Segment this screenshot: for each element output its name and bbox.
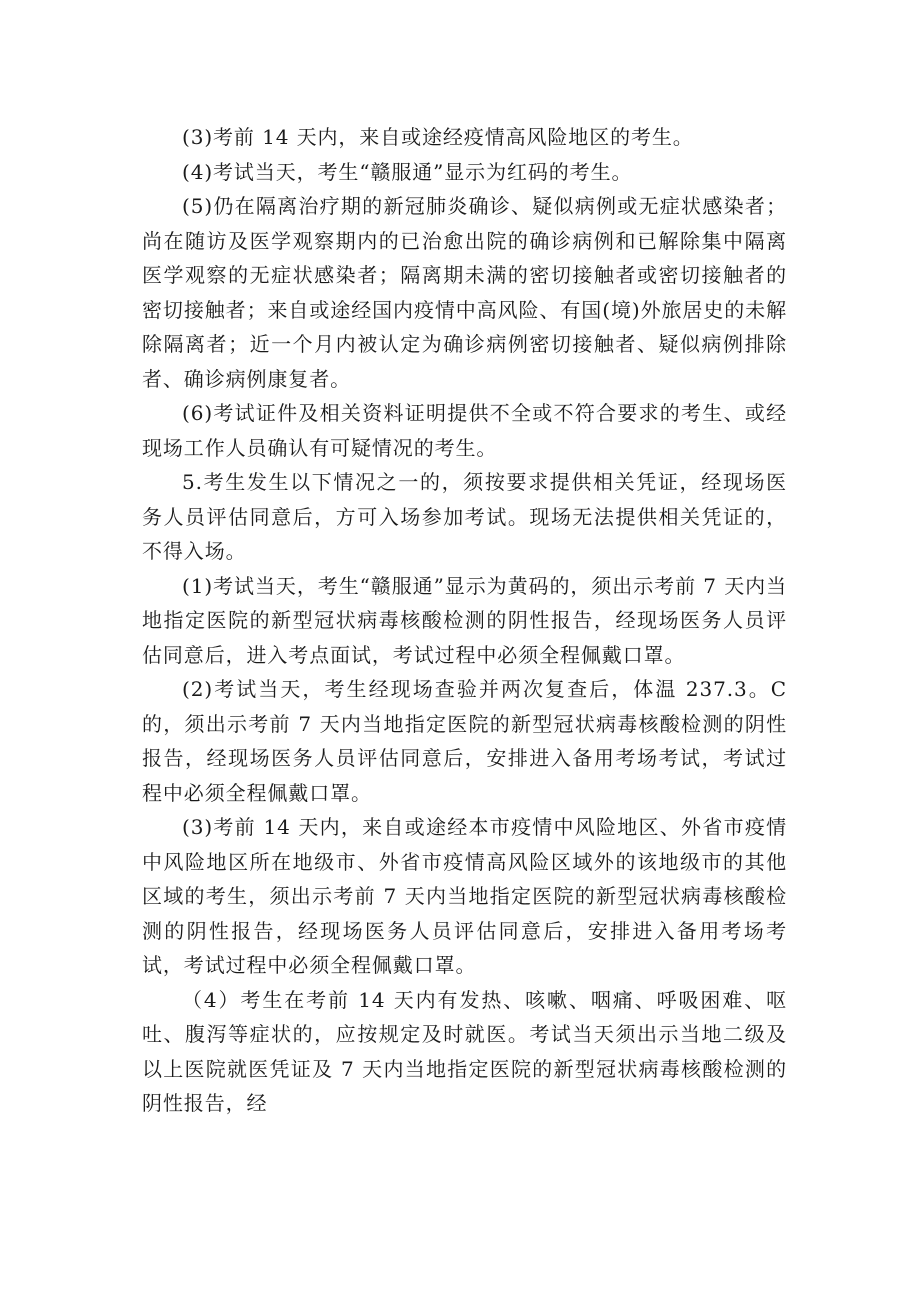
paragraph-item-4-symptoms: （4）考生在考前 14 天内有发热、咳嗽、咽痛、呼吸困难、呕吐、腹泻等症状的，应按规定及时就医。考试当天须出示当地二级及以上医院就医凭证及 7 天内当地指定医院的新型冠状病毒核酸检测的阴性报告，经 <box>142 987 787 1115</box>
paragraph-item-6-documents: (6)考试证件及相关资料证明提供不全或不符合要求的考生、或经现场工作人员确认有可疑情况的考生。 <box>142 401 787 460</box>
paragraph-item-5-isolation: (5)仍在隔离治疗期的新冠肺炎确诊、疑似病例或无症状感染者；尚在随访及医学观察期内的已治愈出院的确诊病例和已解除集中隔离医学观察的无症状感染者；隔离期未满的密切接触者或密切接触者的密切接触者；来自或途经国内疫情中高风险、有国(境)外旅居史的未解除隔离者；近一个月内被认定为确诊病例密切接触者、疑似病例排除者、确诊病例康复者。 <box>142 194 787 391</box>
paragraph-section-5: 5.考生发生以下情况之一的，须按要求提供相关凭证，经现场医务人员评估同意后，方可入场参加考试。现场无法提供相关凭证的，不得入场。 <box>142 470 787 563</box>
paragraph-item-3-medium-risk: (3)考前 14 天内，来自或途经本市疫情中风险地区、外省市疫情中风险地区所在地级市、外省市疫情高风险区域外的该地级市的其他区域的考生，须出示考前 7 天内当地指定医院的新型冠状病毒核酸检测的阴性报告，经现场医务人员评估同意后，安排进入备用考场考试，考试过程中必须全程佩戴口罩。 <box>142 815 787 977</box>
document-body <box>142 120 787 1121</box>
paragraph-item-2-temperature: (2)考试当天，考生经现场查验并两次复查后，体温 237.3。C 的，须出示考前 7 天内当地指定医院的新型冠状病毒核酸检测的阴性报告，经现场医务人员评估同意后，安排进入备用考场考试，考试过程中必须全程佩戴口罩。 <box>142 677 787 805</box>
paragraph-item-4-red-code: (4)考试当天，考生“赣服通”显示为红码的考生。 <box>182 159 633 184</box>
paragraph-item-1-yellow-code: (1)考试当天，考生“赣服通”显示为黄码的，须出示考前 7 天内当地指定医院的新型冠状病毒核酸检测的阴性报告，经现场医务人员评估同意后，进入考点面试，考试过程中必须全程佩戴口罩。 <box>142 573 787 667</box>
paragraph-item-3-high-risk: (3)考前 14 天内，来自或途经疫情高风险地区的考生。 <box>182 125 694 149</box>
